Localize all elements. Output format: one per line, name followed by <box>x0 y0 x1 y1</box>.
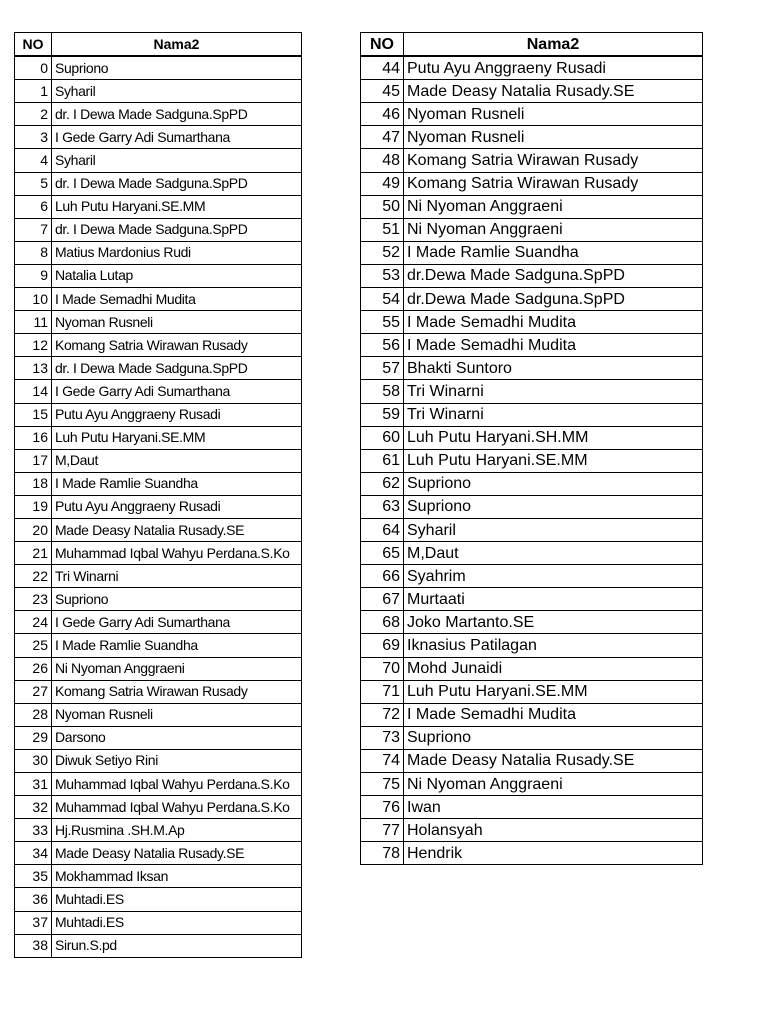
row-number: 48 <box>361 149 404 172</box>
row-number: 70 <box>361 657 404 680</box>
row-number: 16 <box>15 426 52 449</box>
row-number: 30 <box>15 749 52 772</box>
row-name: Iwan <box>404 796 703 819</box>
row-name: dr. I Dewa Made Sadguna.SpPD <box>52 357 302 380</box>
row-number: 23 <box>15 588 52 611</box>
row-name: dr. I Dewa Made Sadguna.SpPD <box>52 218 302 241</box>
table-row <box>361 472 703 495</box>
table-row <box>361 380 703 403</box>
row-name: Komang Satria Wirawan Rusady <box>404 172 703 195</box>
row-number: 68 <box>361 611 404 634</box>
row-number: 49 <box>361 172 404 195</box>
row-number: 59 <box>361 403 404 426</box>
row-name: Bhakti Suntoro <box>404 357 703 380</box>
table-row <box>15 911 302 934</box>
row-name: Made Deasy Natalia Rusady.SE <box>404 749 703 772</box>
table-row <box>15 819 302 842</box>
row-name: Komang Satria Wirawan Rusady <box>52 334 302 357</box>
row-name: Supriono <box>404 726 703 749</box>
row-name: I Gede Garry Adi Sumarthana <box>52 611 302 634</box>
row-name: Sirun.S.pd <box>52 934 302 957</box>
row-number: 74 <box>361 749 404 772</box>
row-number: 26 <box>15 657 52 680</box>
header-no: NO <box>15 33 52 57</box>
table-row <box>15 749 302 772</box>
row-number: 66 <box>361 565 404 588</box>
row-number: 54 <box>361 288 404 311</box>
row-name: Putu Ayu Anggraeny Rusadi <box>52 403 302 426</box>
row-name: Muhtadi.ES <box>52 911 302 934</box>
table-row <box>15 334 302 357</box>
row-number: 52 <box>361 241 404 264</box>
row-number: 22 <box>15 565 52 588</box>
row-name: Putu Ayu Anggraeny Rusadi <box>52 495 302 518</box>
row-number: 50 <box>361 195 404 218</box>
table-row <box>361 264 703 287</box>
row-name: I Made Semadhi Mudita <box>52 288 302 311</box>
row-number: 44 <box>361 56 404 80</box>
table-row <box>361 680 703 703</box>
row-name: Nyoman Rusneli <box>52 703 302 726</box>
row-number: 55 <box>361 311 404 334</box>
row-number: 76 <box>361 796 404 819</box>
table-row <box>15 195 302 218</box>
row-number: 71 <box>361 680 404 703</box>
row-name: Made Deasy Natalia Rusady.SE <box>404 80 703 103</box>
table-row <box>15 703 302 726</box>
row-number: 32 <box>15 796 52 819</box>
row-name: Mohd Junaidi <box>404 657 703 680</box>
row-name: Luh Putu Haryani.SE.MM <box>52 426 302 449</box>
table-row <box>15 288 302 311</box>
row-number: 2 <box>15 103 52 126</box>
table-row <box>15 680 302 703</box>
table-row <box>361 426 703 449</box>
table-row <box>15 56 302 80</box>
row-number: 31 <box>15 773 52 796</box>
row-number: 6 <box>15 195 52 218</box>
row-name: Syharil <box>404 518 703 541</box>
table-row <box>361 796 703 819</box>
row-name: Made Deasy Natalia Rusady.SE <box>52 518 302 541</box>
row-number: 27 <box>15 680 52 703</box>
row-number: 62 <box>361 472 404 495</box>
table-row <box>15 934 302 957</box>
row-name: Darsono <box>52 726 302 749</box>
table-row <box>361 703 703 726</box>
row-name: Mokhammad Iksan <box>52 865 302 888</box>
row-name: Supriono <box>404 472 703 495</box>
table-row <box>15 634 302 657</box>
table-row <box>15 264 302 287</box>
table-row <box>361 518 703 541</box>
table-row <box>361 842 703 865</box>
table-row <box>361 218 703 241</box>
table-row <box>15 218 302 241</box>
row-number: 12 <box>15 334 52 357</box>
row-number: 5 <box>15 172 52 195</box>
row-number: 4 <box>15 149 52 172</box>
row-number: 29 <box>15 726 52 749</box>
table-row <box>15 842 302 865</box>
table-row <box>15 888 302 911</box>
row-number: 37 <box>15 911 52 934</box>
table-row <box>15 726 302 749</box>
header-no: NO <box>361 33 404 57</box>
table-row <box>15 565 302 588</box>
row-name: Supriono <box>52 56 302 80</box>
row-number: 61 <box>361 449 404 472</box>
table-row <box>15 426 302 449</box>
row-name: Syahrim <box>404 565 703 588</box>
row-number: 67 <box>361 588 404 611</box>
row-name: Hj.Rusmina .SH.M.Ap <box>52 819 302 842</box>
row-number: 18 <box>15 472 52 495</box>
table-header-row <box>361 33 703 57</box>
left-table-body <box>15 56 302 957</box>
header-name: Nama2 <box>52 33 302 57</box>
row-number: 11 <box>15 311 52 334</box>
row-name: Luh Putu Haryani.SE.MM <box>404 449 703 472</box>
row-number: 35 <box>15 865 52 888</box>
table-row <box>15 518 302 541</box>
row-number: 33 <box>15 819 52 842</box>
row-name: dr.Dewa Made Sadguna.SpPD <box>404 264 703 287</box>
row-number: 46 <box>361 103 404 126</box>
row-number: 77 <box>361 819 404 842</box>
table-row <box>361 611 703 634</box>
row-name: Hendrik <box>404 842 703 865</box>
row-number: 45 <box>361 80 404 103</box>
row-name: I Made Ramlie Suandha <box>52 634 302 657</box>
table-row <box>15 241 302 264</box>
row-name: Matius Mardonius Rudi <box>52 241 302 264</box>
row-name: I Gede Garry Adi Sumarthana <box>52 380 302 403</box>
row-name: I Made Ramlie Suandha <box>404 241 703 264</box>
table-row <box>15 495 302 518</box>
row-number: 21 <box>15 542 52 565</box>
row-number: 13 <box>15 357 52 380</box>
row-number: 36 <box>15 888 52 911</box>
row-name: Komang Satria Wirawan Rusady <box>52 680 302 703</box>
row-number: 72 <box>361 703 404 726</box>
row-name: Muhammad Iqbal Wahyu Perdana.S.Ko <box>52 796 302 819</box>
row-name: Ni Nyoman Anggraeni <box>52 657 302 680</box>
table-row <box>361 819 703 842</box>
row-name: Natalia Lutap <box>52 264 302 287</box>
row-number: 15 <box>15 403 52 426</box>
row-name: Supriono <box>52 588 302 611</box>
row-name: Muhammad Iqbal Wahyu Perdana.S.Ko <box>52 542 302 565</box>
row-name: Joko Martanto.SE <box>404 611 703 634</box>
row-number: 20 <box>15 518 52 541</box>
table-row <box>361 334 703 357</box>
row-number: 53 <box>361 264 404 287</box>
row-name: Nyoman Rusneli <box>52 311 302 334</box>
table-row <box>15 611 302 634</box>
row-name: M,Daut <box>404 542 703 565</box>
table-row <box>361 588 703 611</box>
row-number: 69 <box>361 634 404 657</box>
row-name: Supriono <box>404 495 703 518</box>
table-row <box>361 634 703 657</box>
left-table <box>14 32 302 958</box>
table-row <box>361 542 703 565</box>
table-row <box>361 56 703 80</box>
row-name: I Made Semadhi Mudita <box>404 311 703 334</box>
row-number: 8 <box>15 241 52 264</box>
table-row <box>361 495 703 518</box>
table-row <box>361 357 703 380</box>
row-number: 75 <box>361 773 404 796</box>
row-number: 28 <box>15 703 52 726</box>
table-row <box>361 80 703 103</box>
row-name: Diwuk Setiyo Rini <box>52 749 302 772</box>
row-name: Ni Nyoman Anggraeni <box>404 195 703 218</box>
row-number: 64 <box>361 518 404 541</box>
table-row <box>15 657 302 680</box>
table-row <box>15 357 302 380</box>
table-row <box>15 380 302 403</box>
right-table-body <box>361 56 703 865</box>
table-row <box>361 103 703 126</box>
table-row <box>361 565 703 588</box>
row-number: 60 <box>361 426 404 449</box>
row-name: Syharil <box>52 80 302 103</box>
row-name: Ni Nyoman Anggraeni <box>404 773 703 796</box>
row-name: M,Daut <box>52 449 302 472</box>
table-row <box>361 149 703 172</box>
row-number: 63 <box>361 495 404 518</box>
row-name: Muhammad Iqbal Wahyu Perdana.S.Ko <box>52 773 302 796</box>
table-row <box>15 542 302 565</box>
row-number: 3 <box>15 126 52 149</box>
table-row <box>361 195 703 218</box>
row-name: Komang Satria Wirawan Rusady <box>404 149 703 172</box>
row-number: 65 <box>361 542 404 565</box>
row-number: 34 <box>15 842 52 865</box>
row-number: 73 <box>361 726 404 749</box>
row-number: 38 <box>15 934 52 957</box>
table-row <box>361 449 703 472</box>
row-name: Ni Nyoman Anggraeni <box>404 218 703 241</box>
table-row <box>361 403 703 426</box>
table-row <box>361 172 703 195</box>
row-name: Muhtadi.ES <box>52 888 302 911</box>
row-name: Luh Putu Haryani.SH.MM <box>404 426 703 449</box>
row-number: 17 <box>15 449 52 472</box>
row-number: 25 <box>15 634 52 657</box>
row-name: Nyoman Rusneli <box>404 103 703 126</box>
row-name: Iknasius Patilagan <box>404 634 703 657</box>
row-number: 1 <box>15 80 52 103</box>
row-name: Made Deasy Natalia Rusady.SE <box>52 842 302 865</box>
table-row <box>15 588 302 611</box>
table-row <box>361 241 703 264</box>
table-row <box>361 288 703 311</box>
table-row <box>15 773 302 796</box>
table-row <box>361 311 703 334</box>
row-number: 24 <box>15 611 52 634</box>
row-name: Syharil <box>52 149 302 172</box>
table-row <box>15 80 302 103</box>
row-number: 14 <box>15 380 52 403</box>
row-name: I Made Ramlie Suandha <box>52 472 302 495</box>
row-number: 9 <box>15 264 52 287</box>
row-name: Putu Ayu Anggraeny Rusadi <box>404 56 703 80</box>
row-number: 47 <box>361 126 404 149</box>
row-number: 0 <box>15 56 52 80</box>
table-row <box>15 149 302 172</box>
table-row <box>15 472 302 495</box>
row-name: I Made Semadhi Mudita <box>404 334 703 357</box>
row-name: Tri Winarni <box>404 403 703 426</box>
row-name: I Made Semadhi Mudita <box>404 703 703 726</box>
table-row <box>15 172 302 195</box>
row-name: Nyoman Rusneli <box>404 126 703 149</box>
table-row <box>15 103 302 126</box>
row-number: 19 <box>15 495 52 518</box>
table-row <box>15 403 302 426</box>
table-row <box>361 657 703 680</box>
table-row <box>15 865 302 888</box>
row-number: 78 <box>361 842 404 865</box>
table-row <box>15 311 302 334</box>
row-number: 7 <box>15 218 52 241</box>
row-name: Luh Putu Haryani.SE.MM <box>404 680 703 703</box>
row-name: dr. I Dewa Made Sadguna.SpPD <box>52 172 302 195</box>
table-row <box>15 449 302 472</box>
row-number: 10 <box>15 288 52 311</box>
row-name: Tri Winarni <box>404 380 703 403</box>
table-header-row <box>15 33 302 57</box>
row-number: 51 <box>361 218 404 241</box>
table-row <box>361 749 703 772</box>
table-row <box>15 126 302 149</box>
table-row <box>361 773 703 796</box>
row-name: dr. I Dewa Made Sadguna.SpPD <box>52 103 302 126</box>
row-number: 57 <box>361 357 404 380</box>
row-name: dr.Dewa Made Sadguna.SpPD <box>404 288 703 311</box>
row-name: Holansyah <box>404 819 703 842</box>
row-name: Tri Winarni <box>52 565 302 588</box>
row-number: 58 <box>361 380 404 403</box>
table-row <box>15 796 302 819</box>
right-table <box>360 32 703 865</box>
table-row <box>361 126 703 149</box>
row-name: I Gede Garry Adi Sumarthana <box>52 126 302 149</box>
row-name: Murtaati <box>404 588 703 611</box>
header-name: Nama2 <box>404 33 703 57</box>
row-name: Luh Putu Haryani.SE.MM <box>52 195 302 218</box>
table-row <box>361 726 703 749</box>
row-number: 56 <box>361 334 404 357</box>
